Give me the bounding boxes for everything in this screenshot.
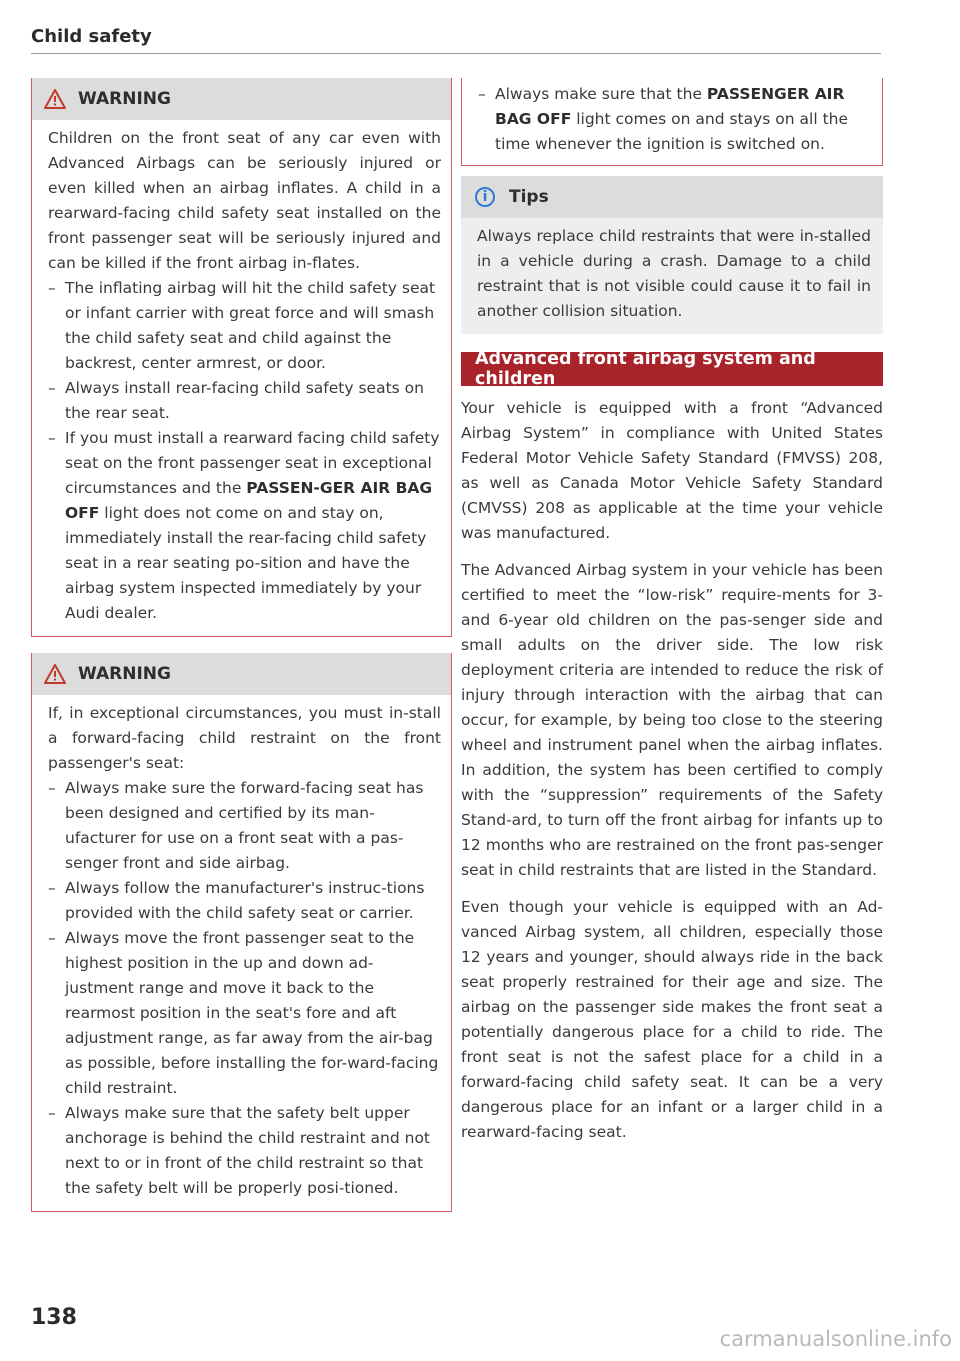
warning-2-list — [48, 776, 441, 1201]
warning-title-1: WARNING — [78, 89, 171, 109]
tips-body — [461, 218, 883, 334]
warning-1-intro: Children on the front seat of any car even with Advanced Airbags can be seriously injured or even killed when an airbag inflates. A child in a rearward-facing child safety seat installed on the front passenger seat will be seriously injured and can be killed if the front airbag in-flates. — [48, 129, 441, 272]
warning-box-2 — [31, 653, 452, 1212]
section-body — [461, 386, 883, 1145]
section-paragraph-2: The Advanced Airbag system in your vehicle has been certified to meet the “low-risk” require-ments for 3- and 6-year old children on the pas-senger side and small adults on the driver side. The low risk deployment criteria are intended to reduce the risk of injury through interaction with the airbag that can occur, for example, by being too close to the steering wheel and instrument panel when the airbag inflates. In addition, the system has been certified to comply with the “suppression” requirements of the Safety Stand-ard, to turn off the front airbag for infants up to 12 months who are restrained on the front pas-senger seat in child restraints that are listed in the Standard. — [461, 561, 883, 879]
warning-box-1 — [31, 78, 452, 637]
watermark: carmanualsonline.info — [719, 1327, 952, 1351]
warning-1-bullet-2: – Always install rear-facing child safety seats on the rear seat. — [48, 376, 441, 426]
section-heading: Advanced front airbag system and children — [461, 352, 883, 386]
tips-text: Always replace child restraints that were in-stalled in a vehicle during a crash. Damage to a child restraint that is not visible could cause it to fail in another collision situation. — [477, 227, 871, 320]
page-number: 138 — [31, 1305, 77, 1330]
warning-2-bullet-4: – Always make sure that the safety belt upper anchorage is behind the child restraint and not next to or in front of the child restraint so that the safety belt will be properly posi-tioned. — [48, 1101, 441, 1201]
warning-1-bullet-3-post: light does not come on and stay on, immediately install the rear-facing child safety seat in a rear seating po-sition and have the airbag system inspected immediately by your Audi dealer. — [65, 504, 427, 622]
warning-1-list — [48, 276, 441, 626]
right-column — [461, 78, 883, 1157]
info-icon: i — [475, 187, 495, 207]
warning-1-bullet-3 — [48, 426, 441, 626]
warning-2-intro: If, in exceptional circumstances, you must in-stall a forward-facing child restraint on the front passenger's seat: — [48, 704, 441, 772]
left-column — [31, 78, 452, 1212]
page-header-title: Child safety — [31, 26, 152, 47]
warning-1-bullet-3-bold: PASSEN-GER AIR BAG OFF — [65, 479, 433, 522]
warning-continuation-box — [461, 78, 883, 166]
tips-title: Tips — [509, 187, 549, 207]
continuation-bullet-pre: Always make sure that the — [495, 85, 707, 103]
warning-title-2: WARNING — [78, 664, 171, 684]
tips-box — [461, 176, 883, 334]
warning-triangle-icon — [44, 664, 66, 684]
section-paragraph-1: Your vehicle is equipped with a front “Advanced Airbag System” in compliance with United States Federal Motor Vehicle Safety Standard (FMVSS) 208, as well as Canada Motor Vehicle Safety Standard (CMVSS) 208 as applicable at the time your vehicle was manufactured. — [461, 399, 883, 542]
section-paragraph-3: Even though your vehicle is equipped with an Ad-vanced Airbag system, all children, especially those 12 years and younger, should always ride in the back seat properly restrained for their age and size. The airbag on the passenger side makes the front seat a potentially dangerous place for a child to ride. The front seat is not the safest place for a child in a forward-facing child safety seat. It can be a very dangerous place for an infant or a larger child in a rearward-facing seat. — [461, 898, 883, 1141]
warning-1-bullet-1: – The inflating airbag will hit the child safety seat or infant carrier with great force and will smash the child safety seat and child against the backrest, center armrest, or door. — [48, 276, 441, 376]
warning-header-2 — [32, 653, 451, 695]
warning-triangle-icon — [44, 89, 66, 109]
continuation-bullet — [478, 82, 872, 157]
continuation-bullet-bold: PASSENGER AIR BAG OFF — [495, 85, 845, 128]
continuation-list — [478, 82, 872, 157]
warning-body-2 — [32, 695, 451, 1211]
warning-2-bullet-2: – Always follow the manufacturer's instruc-tions provided with the child safety seat or carrier. — [48, 876, 441, 926]
warning-2-bullet-1: – Always make sure the forward-facing seat has been designed and certified by its man-ufacturer for use on a front seat with a pas-senger front and side airbag. — [48, 776, 441, 876]
continuation-bullet-post: light comes on and stays on all the time whenever the ignition is switched on. — [495, 110, 849, 153]
warning-body-1 — [32, 120, 451, 636]
warning-1-bullet-3-pre: If you must install a rearward facing child safety seat on the front passenger seat in exceptional circumstances and the — [65, 429, 440, 497]
tips-header — [461, 176, 883, 218]
warning-header-1 — [32, 78, 451, 120]
warning-2-bullet-3: – Always move the front passenger seat to the highest position in the up and down ad-justment range and move it back to the rearmost position in the seat's fore and aft adjustment range, as far away from the air-bag as possible, before installing the for-ward-facing child restraint. — [48, 926, 441, 1101]
header-rule — [31, 53, 881, 54]
